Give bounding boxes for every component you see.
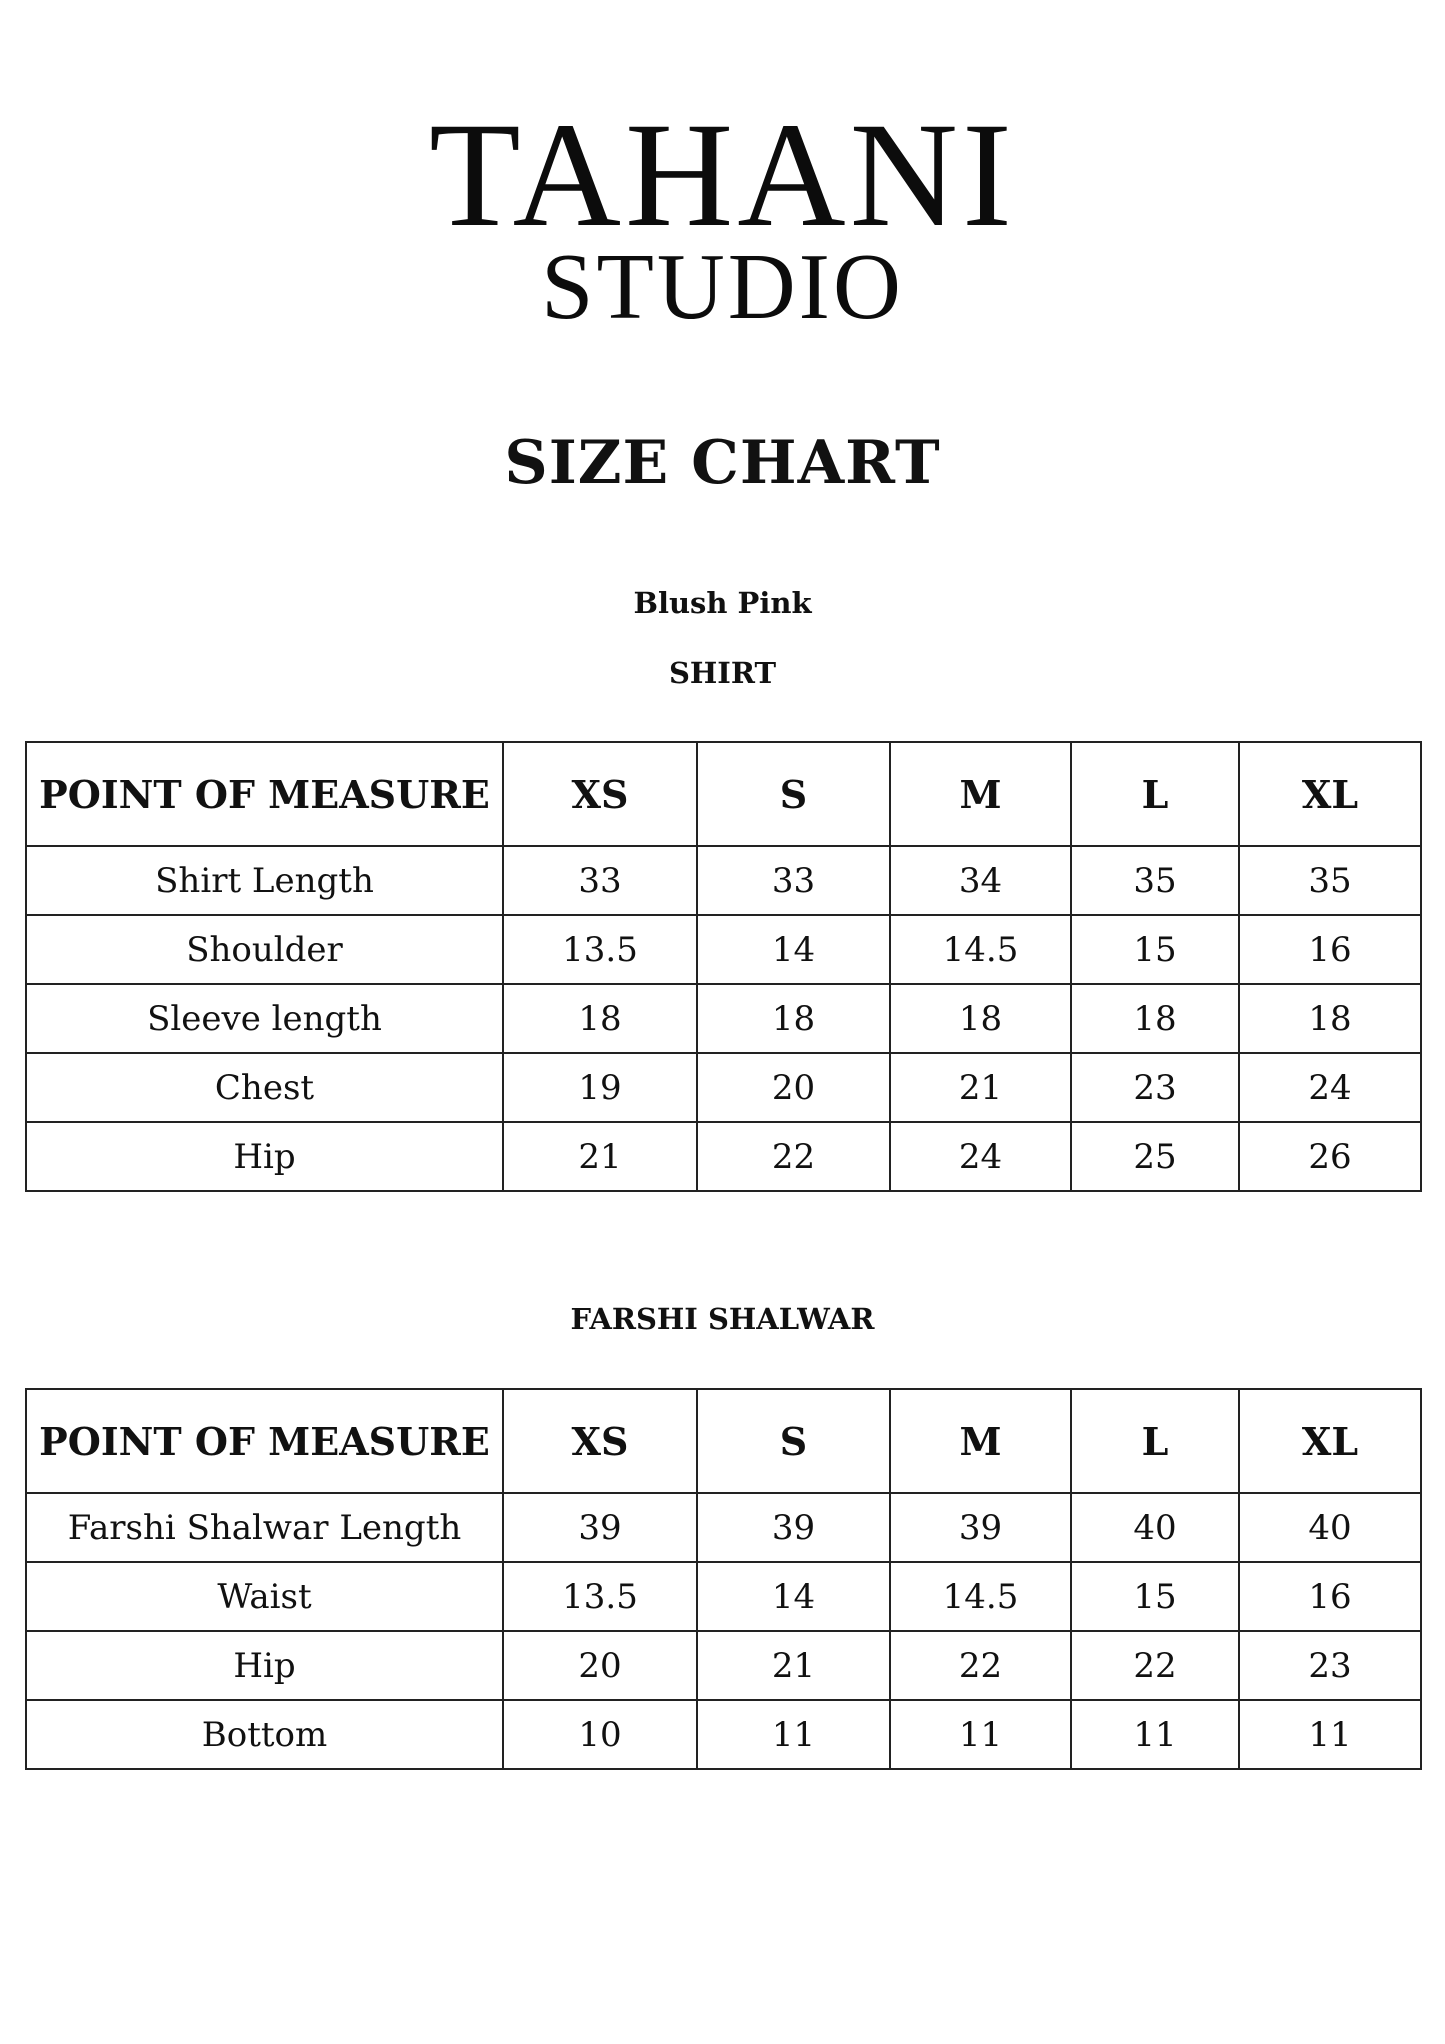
table-cell: 35: [1239, 846, 1421, 915]
table-cell: 33: [697, 846, 890, 915]
table-cell: 14: [697, 915, 890, 984]
table-row: [26, 1493, 1421, 1562]
table-cell: 16: [1239, 1562, 1421, 1631]
column-header: XS: [503, 742, 697, 846]
table-cell: 21: [697, 1631, 890, 1700]
table-header-row: [26, 742, 1421, 846]
table-cell: 22: [1071, 1631, 1239, 1700]
table-cell: 40: [1239, 1493, 1421, 1562]
table-cell: 11: [1071, 1700, 1239, 1769]
table-cell: 15: [1071, 1562, 1239, 1631]
table-cell: 20: [503, 1631, 697, 1700]
table-cell: 39: [890, 1493, 1071, 1562]
table-row: [26, 1122, 1421, 1191]
table-cell: 11: [890, 1700, 1071, 1769]
column-header: S: [697, 742, 890, 846]
column-header: POINT OF MEASURE: [26, 742, 503, 846]
column-header: M: [890, 1389, 1071, 1493]
shalwar-size-table: [25, 1388, 1422, 1770]
table-cell: 20: [697, 1053, 890, 1122]
table-cell: 16: [1239, 915, 1421, 984]
table-cell: 22: [697, 1122, 890, 1191]
measure-label: Sleeve length: [26, 984, 503, 1053]
table-cell: 18: [697, 984, 890, 1053]
table-cell: 10: [503, 1700, 697, 1769]
table-cell: 18: [890, 984, 1071, 1053]
column-header: L: [1071, 1389, 1239, 1493]
column-header: XL: [1239, 1389, 1421, 1493]
variant-name: Blush Pink: [633, 586, 812, 620]
table-cell: 39: [503, 1493, 697, 1562]
table-row: [26, 1562, 1421, 1631]
table-cell: 14: [697, 1562, 890, 1631]
table-cell: 23: [1239, 1631, 1421, 1700]
column-header: POINT OF MEASURE: [26, 1389, 503, 1493]
table-cell: 34: [890, 846, 1071, 915]
table-row: [26, 1631, 1421, 1700]
measure-label: Shirt Length: [26, 846, 503, 915]
table-cell: 33: [503, 846, 697, 915]
table-cell: 14.5: [890, 1562, 1071, 1631]
table-cell: 19: [503, 1053, 697, 1122]
shirt-section-heading: SHIRT: [668, 656, 777, 690]
table-cell: 15: [1071, 915, 1239, 984]
column-header: XL: [1239, 742, 1421, 846]
measure-label: Chest: [26, 1053, 503, 1122]
brand-logo-line-1: TAHANI: [429, 92, 1016, 258]
table-cell: 40: [1071, 1493, 1239, 1562]
column-header: S: [697, 1389, 890, 1493]
brand-logo-line-2: STUDIO: [541, 235, 904, 339]
column-header: XS: [503, 1389, 697, 1493]
table-cell: 13.5: [503, 915, 697, 984]
page-title: SIZE CHART: [504, 428, 941, 498]
table-cell: 18: [1071, 984, 1239, 1053]
shirt-size-table: [25, 741, 1422, 1192]
measure-label: Shoulder: [26, 915, 503, 984]
table-row: [26, 1700, 1421, 1769]
table-cell: 11: [1239, 1700, 1421, 1769]
table-header-row: [26, 1389, 1421, 1493]
table-cell: 24: [1239, 1053, 1421, 1122]
table-cell: 39: [697, 1493, 890, 1562]
table-row: [26, 1053, 1421, 1122]
table-cell: 18: [1239, 984, 1421, 1053]
table-row: [26, 915, 1421, 984]
table-cell: 14.5: [890, 915, 1071, 984]
table-cell: 13.5: [503, 1562, 697, 1631]
table-cell: 11: [697, 1700, 890, 1769]
table-cell: 35: [1071, 846, 1239, 915]
table-cell: 22: [890, 1631, 1071, 1700]
table-cell: 18: [503, 984, 697, 1053]
column-header: L: [1071, 742, 1239, 846]
table-cell: 21: [890, 1053, 1071, 1122]
measure-label: Hip: [26, 1122, 503, 1191]
table-cell: 24: [890, 1122, 1071, 1191]
measure-label: Farshi Shalwar Length: [26, 1493, 503, 1562]
column-header: M: [890, 742, 1071, 846]
shalwar-section-heading: FARSHI SHALWAR: [570, 1302, 875, 1336]
table-cell: 26: [1239, 1122, 1421, 1191]
table-row: [26, 846, 1421, 915]
table-cell: 25: [1071, 1122, 1239, 1191]
measure-label: Bottom: [26, 1700, 503, 1769]
table-row: [26, 984, 1421, 1053]
measure-label: Hip: [26, 1631, 503, 1700]
table-cell: 23: [1071, 1053, 1239, 1122]
table-cell: 21: [503, 1122, 697, 1191]
measure-label: Waist: [26, 1562, 503, 1631]
